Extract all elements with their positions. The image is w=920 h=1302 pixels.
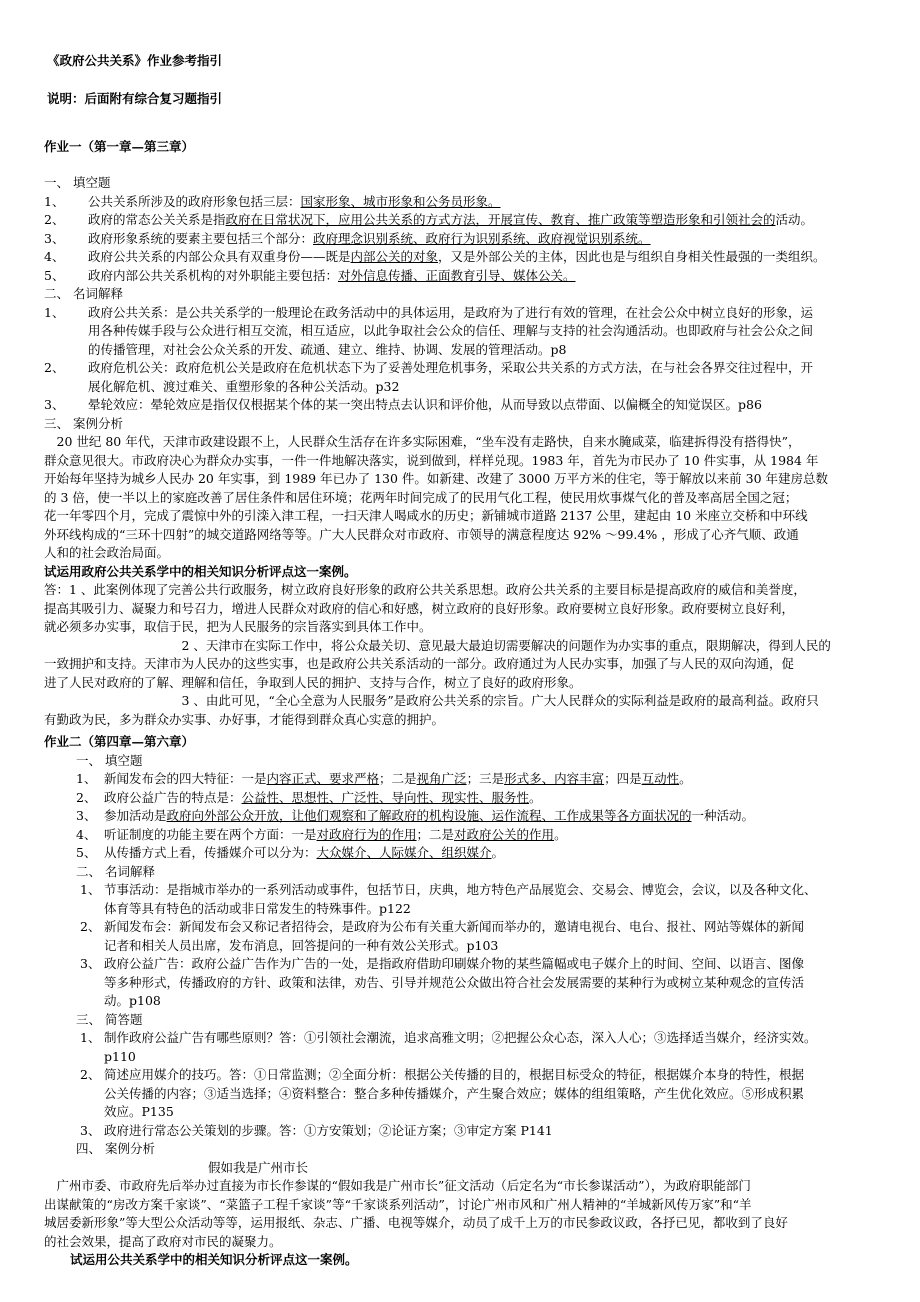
item-text: ；二是 <box>379 771 417 786</box>
item-text: 。 <box>679 771 692 786</box>
case-line: 20 世纪 80 年代，天津市政建设跟不上，人民群众生活存在许多实际困难，“坐车没有走路快，自来水腌咸菜，临建拆得没有搭得快”， <box>44 434 801 449</box>
item-text: 政府内部公共关系机构的对外职能主要包括： <box>88 267 339 283</box>
fill-blank-item <box>44 826 884 845</box>
item-number: 4、 <box>44 249 65 264</box>
case-line: 的 3 倍，使一半以上的家庭改善了居住条件和居住环境；花两年时间完成了的民用气化工程，使民用炊事煤气化的普及率高居全国之冠； <box>44 489 798 505</box>
item-line: 新闻发布会：新闻发布会又称记者招待会，是政府为公布有关重大新闻而举办的，邀请电视台、电台、报社、网站等媒体的新闻 <box>104 919 805 934</box>
answer-line: 一致拥护和支持。天津市为人民办的这些实事，也是政府公共关系活动的一部分。政府通过为人民办实事，加强了与人民的双向沟通，促 <box>44 656 795 671</box>
fill-blank-item <box>44 267 884 286</box>
item-number: 3、 <box>80 956 101 971</box>
case-line: 外环线构成的“三环十四射”的城交道路网络等等。广大人民群众对市政府、市领导的满意程度达 92% ～99.4% ，形成了心齐气顺、政通 <box>44 526 799 542</box>
item-answer: 政府在日常状况下，应用公共关系的方式方法，开展宣传、教育、推广政策等塑造形象和引领社会的 <box>225 212 776 227</box>
item-line: 节事活动：是指城市举办的一系列活动或事件，包括节日，庆典，地方特色产品展览会、交易会、博览会，会议，以及各种文化、 <box>104 882 817 897</box>
item-number: 2、 <box>76 789 97 805</box>
case-text <box>44 433 884 563</box>
item-text: 从传播方式上看，传播媒介可以分为： <box>104 845 317 860</box>
item-answer: 对政府公关的作用 <box>454 826 555 842</box>
item-number: 1、 <box>80 1030 101 1045</box>
item-line: 晕轮效应：晕轮效应是指仅仅根据某个体的某一突出特点去认识和评价他，从而导致以点带面、以偏概全的知觉误区。p86 <box>88 397 762 412</box>
item-line: 制作政府公益广告有哪些原则？答：①引领社会潮流，追求高雅文明；②把握公众心态，深入人心；③选择适当媒介，经济实效。 <box>104 1030 817 1045</box>
item-answer: 政府理念识别系统、政府行为识别系统、政府视觉识别系统。 <box>313 230 651 246</box>
item-line: 动。p108 <box>104 993 161 1008</box>
item-line: 简述应用媒介的技巧。答：①日常监测；②全面分析：根据公关传播的目的，根据目标受众的特征，根据媒介本身的特性，根据 <box>104 1067 805 1082</box>
case-question: 试运用政府公共关系学中的相关知识分析评点这一案例。 <box>44 563 357 579</box>
answer-line: 有勤政为民，多为群众办实事、办好事，才能得到群众真心实意的拥护。 <box>44 711 445 727</box>
item-number: 1、 <box>80 882 101 897</box>
item-number: 2、 <box>44 212 65 227</box>
case-line: 花一年零四个月，完成了震惊中外的引滦入津工程，一扫天津人喝咸水的历史；新铺城市道路 2137 公里，建起由 10 米座立交桥和中环线 <box>44 508 808 523</box>
case-line: 广州市委、市政府先后举办过直接为市长作参谋的“假如我是广州市长”征文活动（后定名为“市长参谋活动”），为政府职能部门 <box>44 1178 751 1193</box>
item-line: 等多种形式，传播政府的方针、政策和法律，劝告、引导并规范公众做出符合社会发展需要的某种行为或树立某种观念的宣传活 <box>104 974 805 990</box>
item-number: 2、 <box>44 360 65 375</box>
term-heading-2: 二、 名词解释 <box>76 863 155 879</box>
item-number: 5、 <box>76 845 97 860</box>
item-line: 效应。P135 <box>104 1104 174 1119</box>
answer-line: 就必须多办实事，取信于民，把为人民服务的宗旨落实到具体工作中。 <box>44 619 432 634</box>
item-text: 政府的常态公关关系是指 <box>88 212 226 227</box>
item-number: 1、 <box>44 193 65 209</box>
term-heading: 二、 名词解释 <box>44 286 123 301</box>
answer-line: 进了人民对政府的了解、理解和信任，争取到人民的拥护、支持与合作，树立了良好的政府形象。 <box>44 674 582 690</box>
item-text: 。 <box>529 789 542 805</box>
term-list <box>44 304 884 415</box>
item-answer: 国家形象、城市形象和公务员形象。 <box>300 193 501 209</box>
case-heading: 三、 案例分析 <box>44 415 123 431</box>
item-line: 用各种传媒手段与公众进行相互交流，相互适应，以此争取社会公众的信任、理解与支持的社会沟通活动。也即政府与社会公众之间 <box>88 323 814 338</box>
item-answer: 公益性、思想性、广泛性、导向性、现实性、服务性 <box>241 789 530 805</box>
term-item <box>44 304 884 360</box>
answer-line: 答：1 、此案例体现了完善公共行政服务，树立政府良好形象的政府公共关系思想。政府公共关系的主要目标是提高政府的威信和美誉度， <box>44 582 806 597</box>
case-heading-2: 四、 案例分析 <box>76 1141 155 1156</box>
item-text: 政府公益广告的特点是： <box>104 789 242 805</box>
short-answer-item <box>44 1122 884 1141</box>
item-text: ，又是外部公关的主体，因此也是与组织自身相关性最强的一类组织。 <box>438 249 826 264</box>
item-answer: 大众媒介、人际媒介、组织媒介 <box>316 845 492 860</box>
fill-blank-list-2 <box>44 770 884 863</box>
item-number: 3、 <box>44 230 65 246</box>
item-text: 公共关系所涉及的政府形象包括三层： <box>88 193 301 209</box>
fill-blank-item <box>44 211 884 230</box>
case-text-2 <box>44 1177 884 1251</box>
case-line: 出谋献策的“房改方案千家谈”、“菜篮子工程千家谈”等“千家谈系列活动”，讨论广州市风和广州人精神的“羊城新风传万家”和“羊 <box>44 1196 752 1212</box>
homework-two-section <box>44 733 884 1270</box>
item-line: 展化解危机、渡过难关、重塑形象的各种公关活动。p32 <box>88 378 400 394</box>
document-note: 说明：后面附有综合复习题指引 <box>47 91 223 106</box>
fill-blank-item <box>44 193 884 212</box>
item-text: 听证制度的功能主要在两个方面：一是 <box>104 826 317 842</box>
short-answer-item <box>44 1066 884 1122</box>
homework-one-title: 作业一（第一章—第三章） <box>44 139 195 154</box>
item-answer: 形式多、内容丰富 <box>504 771 605 786</box>
term-item <box>44 881 884 918</box>
item-text: 。 <box>554 826 567 842</box>
item-number: 3、 <box>76 808 97 823</box>
answer-line: 提高其吸引力、凝聚力和号召力，增进人民群众对政府的信心和好感，树立政府的良好形象。政府要树立良好形象。政府要树立良好利， <box>44 600 795 616</box>
term-item <box>44 359 884 396</box>
item-answer: 对政府行为的作用 <box>316 826 417 842</box>
item-line: 政府公益广告：政府公益广告作为广告的一处，是指政府借助印刷媒介物的某些篇幅或电子媒介上的时间、空间、以语言、图像 <box>104 956 805 971</box>
item-answer: 政府向外部公众开放，让他们观察和了解政府的机构设施、运作流程、工作成果等各方面状况的 <box>166 808 692 823</box>
short-answer-list <box>44 1029 884 1140</box>
item-answer: 对外信息传播、正面教育引导、媒体公关。 <box>338 267 576 283</box>
item-answer: 互动性 <box>641 771 680 786</box>
item-text: ；四是 <box>604 771 642 786</box>
item-text: 参加活动是 <box>104 808 167 823</box>
item-text: ；三是 <box>466 771 505 786</box>
fill-blank-item <box>44 230 884 249</box>
homework-one-section <box>44 138 884 157</box>
item-text: 新闻发布会的四大特征：一是 <box>104 771 267 786</box>
item-answer: 内部公关的对象 <box>350 249 439 264</box>
case-question-2: 试运用公共关系学中的相关知识分析评点这一案例。 <box>70 1252 358 1267</box>
term-item <box>44 918 884 955</box>
homework-one-fill-blank <box>44 174 884 729</box>
item-number: 5、 <box>44 267 65 283</box>
item-number: 3、 <box>80 1122 101 1138</box>
case-line: 人和的社会政治局面。 <box>44 545 170 560</box>
homework-two-title: 作业二（第四章—第六章） <box>44 734 195 749</box>
case-line: 的社会效果，提高了政府对市民的凝聚力。 <box>44 1233 282 1249</box>
item-line: 的传播管理，对社会公众关系的开发、疏通、建立、维持、协调、发展的管理活动。p8 <box>88 341 567 357</box>
case-answer <box>44 581 884 729</box>
term-item <box>44 396 884 415</box>
fill-blank-item <box>44 844 884 863</box>
term-item <box>44 955 884 1011</box>
term-list-2 <box>44 881 884 1011</box>
item-text: 活动。 <box>775 212 814 227</box>
item-text: 政府公共关系的内部公众具有双重身份——既是 <box>88 249 351 264</box>
case-line: 群众意见很大。市政府决心为群众办实事，一件一件地解决落实，说到做到，样样兑现。1983 年，首先为市民办了 10 件实事，从 1984 年 <box>44 452 819 468</box>
item-number: 1、 <box>44 304 65 320</box>
item-text: 一种活动。 <box>691 808 755 823</box>
item-number: 3、 <box>44 397 65 412</box>
fill-blank-item <box>44 248 884 267</box>
item-line: 记者和相关人员出席，发布消息，回答提问的一种有效公关形式。p103 <box>104 937 499 953</box>
item-line: 公关传播的内容；③适当选择；④资料整合：整合多种传播媒介，产生聚合效应；媒体的组组策略，产生优化效应。⑤形成积累 <box>104 1085 805 1101</box>
answer-line: 3 、由此可见，“全心全意为人民服务”是政府公共关系的宗旨。广大人民群众的实际利益是政府的最高利益。政府只 <box>44 693 819 708</box>
item-line: 政府公共关系：是公共关系学的一般理论在政务活动中的具体运用，是政府为了进行有效的管理，在社会公众中树立良好的形象，运 <box>88 304 814 320</box>
item-line: 政府进行常态公关策划的步骤。答：①方安策划；②论证方案；③审定方案 P141 <box>104 1122 553 1138</box>
fill-blank-heading: 一、 填空题 <box>44 175 111 190</box>
item-text: ；二是 <box>416 826 455 842</box>
item-number: 2、 <box>80 919 101 934</box>
item-answer: 视角广泛 <box>416 771 467 786</box>
fill-blank-item <box>44 789 884 808</box>
fill-blank-item <box>44 807 884 826</box>
case-line: 城居委新形象”等大型公众活动等等，运用报纸、杂志、广播、电视等媒介，动员了成千上万的市民参政议政，各抒已见，都收到了良好 <box>44 1215 788 1230</box>
document-title: 《政府公共关系》作业参考指引 <box>47 53 223 68</box>
item-number: 2、 <box>80 1067 101 1082</box>
item-line: p110 <box>104 1048 136 1064</box>
short-answer-heading: 三、 简答题 <box>76 1011 143 1027</box>
item-text: 。 <box>491 845 505 860</box>
case-line: 开始每年坚持为城乡人民办 20 年实事，到 1989 年已办了 130 件。如新建、改建了 3000 万平方米的住宅，等于解放以来前 30 年建房总数 <box>44 471 829 486</box>
item-line: 政府危机公关：政府危机公关是政府在危机状态下为了妥善处理危机事务，采取公共关系的方式方法，在与社会各界交往过程中，开 <box>88 360 814 375</box>
fill-blank-item <box>44 770 884 789</box>
item-answer: 内容正式、要求严格 <box>266 771 380 786</box>
fill-blank-list <box>44 193 884 286</box>
item-text: 政府形象系统的要素主要包括三个部分： <box>88 230 314 246</box>
fill-blank-heading-2: 一、 填空题 <box>76 752 143 768</box>
case-title: 假如我是广州市长 <box>208 1159 309 1175</box>
answer-line: 2 、天津市在实际工作中，将公众最关切、意见最大最迫切需要解决的问题作为办实事的重点，限期解决，得到人民的 <box>44 637 831 653</box>
item-number: 1、 <box>76 771 97 786</box>
item-line: 体育等具有特色的活动或非日常发生的特殊事件。p122 <box>104 900 411 916</box>
item-number: 4、 <box>76 826 97 842</box>
short-answer-item <box>44 1029 884 1066</box>
